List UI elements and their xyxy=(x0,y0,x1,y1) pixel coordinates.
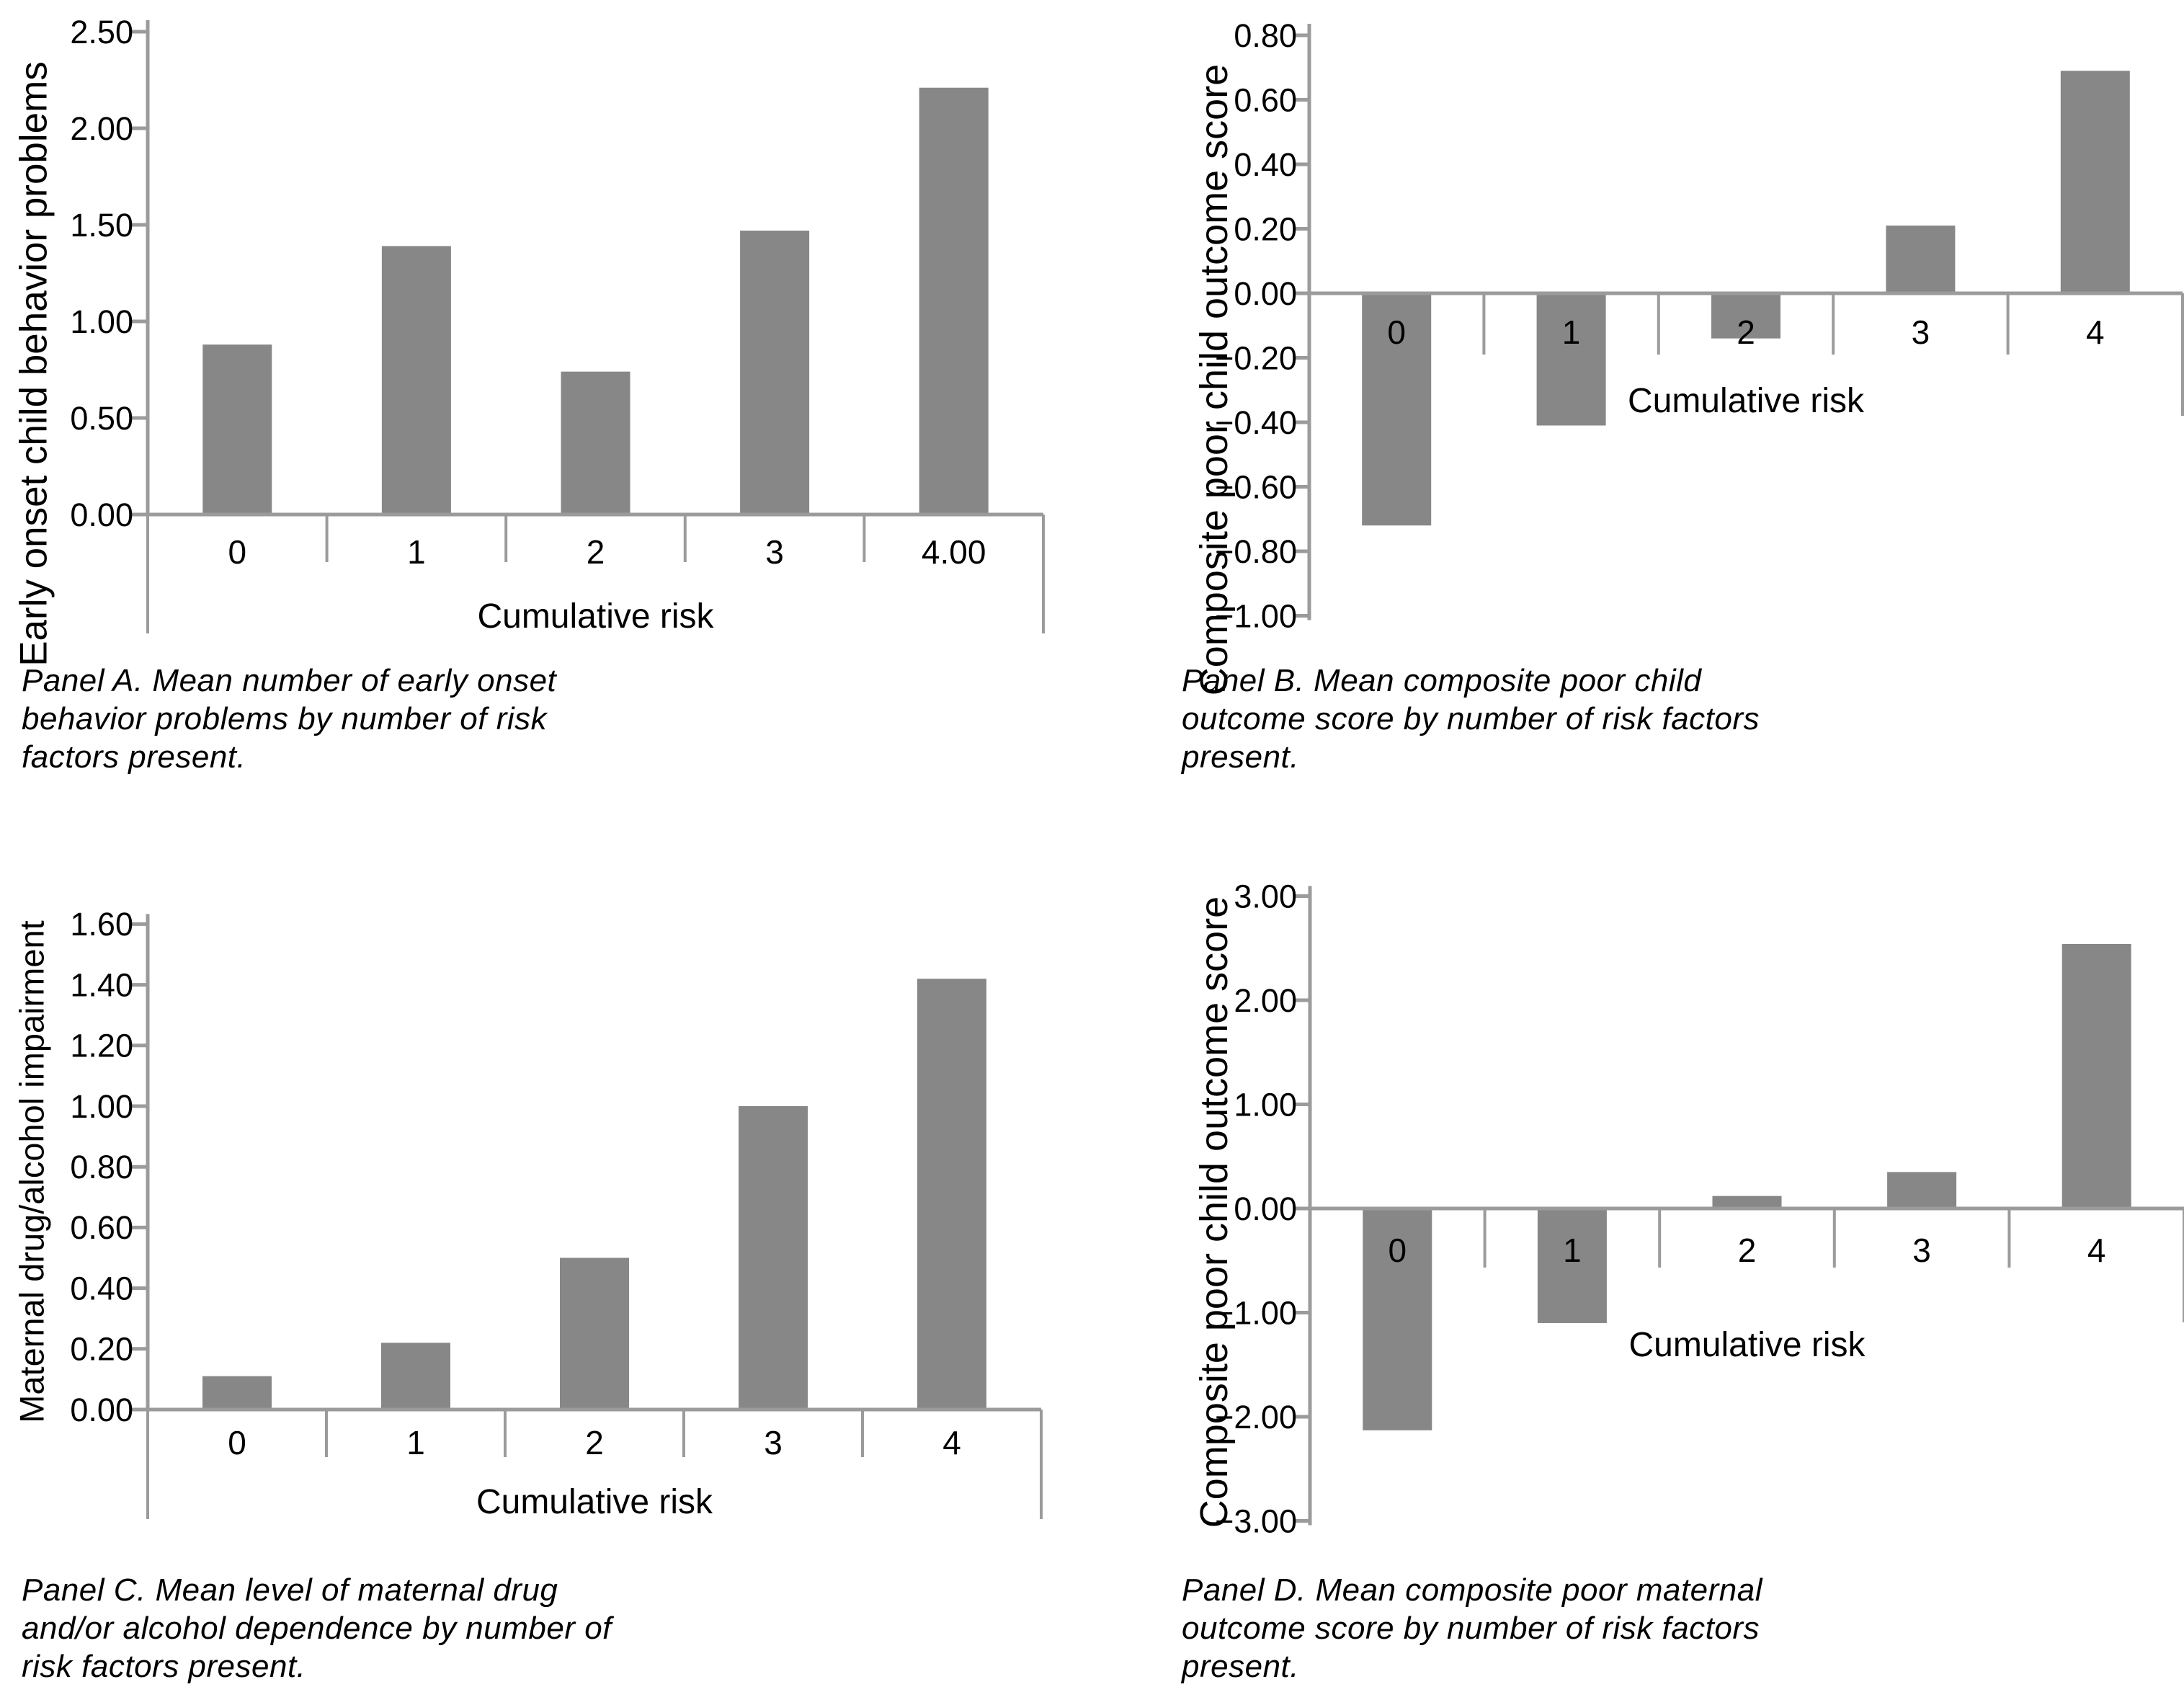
panel-c-category-label: 4 xyxy=(942,1424,961,1462)
panel-d-y-axis-title: Composite poor child outcome score xyxy=(1192,896,1236,1528)
panel-c-bar xyxy=(739,1106,808,1410)
panel-b-y-axis-title: Composite poor child outcome score xyxy=(1192,63,1236,696)
caption-line: Panel A. Mean number of early onset xyxy=(22,663,557,698)
panel-c-category-label: 2 xyxy=(585,1424,604,1462)
caption-line: outcome score by number of risk factors xyxy=(1182,1611,1760,1646)
panel-a-y-tick-label: 2.50 xyxy=(70,13,133,50)
panel-b-y-tick-label: 0.00 xyxy=(1234,275,1297,312)
panel-a-y-tick-label: 1.50 xyxy=(70,206,133,244)
panel-c-bar xyxy=(381,1343,450,1410)
panel-d-category-label: 2 xyxy=(1737,1232,1757,1270)
panel-b-y-tick-label: 0.40 xyxy=(1234,146,1297,183)
panel-a-y-tick-label: 0.00 xyxy=(70,496,133,533)
caption-line: and/or alcohol dependence by number of xyxy=(22,1611,612,1646)
panel-a-bar xyxy=(202,344,272,515)
panel-a-caption xyxy=(22,662,556,776)
panel-d-y-tick-label: −2.00 xyxy=(1215,1398,1297,1435)
caption-line: present. xyxy=(1182,739,1299,775)
panel-b-y-tick-label: −1.00 xyxy=(1215,597,1297,635)
panel-d-bar xyxy=(1713,1196,1782,1208)
caption-line: Panel C. Mean level of maternal drug xyxy=(22,1572,558,1608)
panel-c-y-tick-label: 0.40 xyxy=(70,1270,133,1307)
panel-b-x-axis-title: Cumulative risk xyxy=(1627,381,1865,420)
panel-a-y-tick-label: 2.00 xyxy=(70,110,133,147)
panel-b-y-tick-label: 0.60 xyxy=(1234,81,1297,119)
caption-line: behavior problems by number of risk xyxy=(22,701,548,736)
panel-d-y-tick-label: 1.00 xyxy=(1234,1086,1297,1123)
panel-d-category-label: 3 xyxy=(1912,1232,1931,1270)
panel-c-y-axis-title: Maternal drug/alcohol impairment xyxy=(12,920,51,1423)
panel-a-bar xyxy=(919,88,989,515)
panel-d-y-tick-label: 3.00 xyxy=(1234,878,1297,915)
panel-b-caption xyxy=(1182,662,1760,776)
caption-line: risk factors present. xyxy=(22,1649,306,1684)
panel-d-category-label: 4 xyxy=(2087,1232,2106,1270)
panel-b-category-label: 1 xyxy=(1561,313,1581,352)
panel-d-x-axis-title: Cumulative risk xyxy=(1628,1325,1866,1364)
panel-b-y-tick-label: −0.80 xyxy=(1215,533,1297,570)
panel-c-y-tick-label: 0.00 xyxy=(70,1391,133,1428)
panel-d-y-tick-label: 0.00 xyxy=(1234,1190,1297,1227)
panel-a-category-label: 2 xyxy=(586,533,605,571)
panel-b-category-label: 4 xyxy=(2086,313,2105,352)
panel-c-y-tick-label: 0.20 xyxy=(70,1330,133,1368)
panel-a-bar xyxy=(561,372,630,515)
panel-b-category-label: 2 xyxy=(1737,313,1755,352)
panel-d-category-label: 1 xyxy=(1563,1232,1582,1270)
panel-d-caption xyxy=(1182,1571,1762,1686)
panel-d-y-tick-label: −1.00 xyxy=(1215,1294,1297,1332)
panel-b-y-tick-label: −0.60 xyxy=(1215,468,1297,506)
panel-a-category-label: 1 xyxy=(407,533,426,571)
panel-b-category-label: 0 xyxy=(1387,313,1406,352)
panel-c-y-tick-label: 0.60 xyxy=(70,1209,133,1247)
panel-d-bar xyxy=(2062,944,2131,1208)
panel-a-y-axis-title: Early onset child behavior problems xyxy=(12,61,55,667)
panel-c-bar xyxy=(202,1376,272,1410)
panel-a-y-tick-label: 1.00 xyxy=(70,303,133,340)
panel-c-bar xyxy=(560,1258,629,1410)
caption-line: present. xyxy=(1182,1649,1299,1684)
caption-line: Panel D. Mean composite poor maternal xyxy=(1182,1572,1763,1608)
panel-c-bar xyxy=(917,979,986,1410)
panel-c-category-label: 1 xyxy=(406,1424,425,1462)
panel-c-category-label: 0 xyxy=(228,1424,246,1462)
panel-b-bar xyxy=(1886,226,1955,293)
panel-b-y-tick-label: 0.80 xyxy=(1234,17,1297,54)
panel-a-category-label: 3 xyxy=(765,533,784,571)
panel-c-y-tick-label: 1.60 xyxy=(70,906,133,943)
panel-a-bar xyxy=(382,246,451,515)
panel-d-bar xyxy=(1887,1172,1956,1208)
panel-a-y-tick-label: 0.50 xyxy=(70,399,133,437)
caption-line: factors present. xyxy=(22,739,246,775)
panel-a-x-axis-title: Cumulative risk xyxy=(477,597,714,636)
caption-line: Panel B. Mean composite poor child xyxy=(1182,663,1702,698)
caption-line: outcome score by number of risk factors xyxy=(1182,701,1760,736)
panel-c-x-axis-title: Cumulative risk xyxy=(476,1482,713,1521)
panel-b-y-tick-label: −0.20 xyxy=(1215,339,1297,377)
panel-a-category-label: 4.00 xyxy=(921,533,986,571)
panel-b-category-label: 3 xyxy=(1911,313,1930,352)
panel-b-bar xyxy=(2061,71,2130,293)
panel-b-y-tick-label: −0.40 xyxy=(1215,404,1297,441)
panel-c-category-label: 3 xyxy=(764,1424,783,1462)
panel-d-category-label: 0 xyxy=(1388,1232,1407,1270)
panel-a-category-label: 0 xyxy=(228,533,247,571)
panel-c-y-tick-label: 1.40 xyxy=(70,966,133,1004)
panel-b-y-tick-label: 0.20 xyxy=(1234,210,1297,248)
panel-a-bar xyxy=(740,231,809,515)
panel-c-caption xyxy=(22,1571,612,1686)
panel-d-y-tick-label: −3.00 xyxy=(1215,1503,1297,1540)
panel-d-y-tick-label: 2.00 xyxy=(1234,981,1297,1019)
panel-c-y-tick-label: 0.80 xyxy=(70,1148,133,1185)
panel-c-y-tick-label: 1.20 xyxy=(70,1027,133,1064)
panel-c-y-tick-label: 1.00 xyxy=(70,1087,133,1125)
